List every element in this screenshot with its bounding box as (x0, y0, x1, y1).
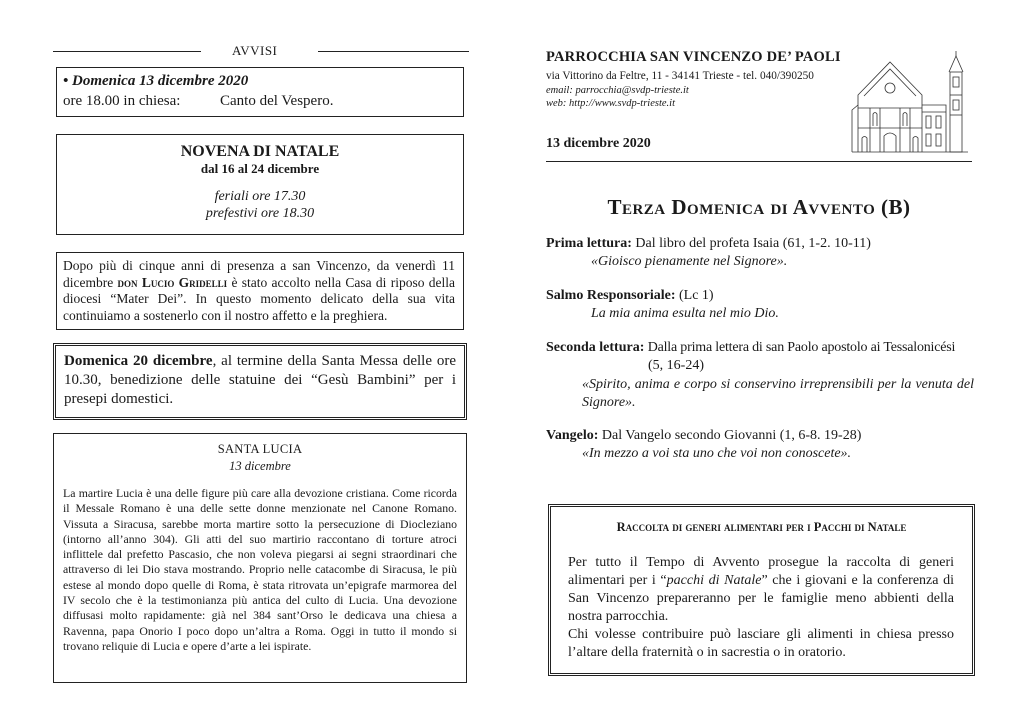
seconda-label: Seconda lettura: (546, 340, 645, 355)
parish-web: web: http://www.svdp-trieste.it (546, 98, 676, 109)
raccolta-title: Raccolta di generi alimentari per i Pacchi di Natale (616, 520, 907, 534)
salmo-label: Salmo Responsoriale: (546, 288, 676, 303)
gridelli-text (63, 258, 455, 324)
parish-name: PARROCCHIA SAN VINCENZO DE’ PAOLI (546, 49, 841, 65)
gridelli-notice-box (56, 252, 464, 330)
blessing-rest: , al termine della Santa Messa delle ore 10.30, benedizione delle statuine dei “Gesù Bambini” per i presepi domestici. (64, 353, 456, 407)
main-title: Terza Domenica di Avvento (B) (607, 195, 911, 219)
avvisi-rule-left (53, 51, 201, 52)
raccolta-p1b: ” che i giovani e la conferenza di San Vincenzo prepareranno per le famiglie meno abbienti della nostra parrocchia. (568, 573, 955, 624)
raccolta-box (548, 504, 975, 676)
vangelo-quote: «In mezzo a voi sta uno che voi non conoscete». (582, 446, 852, 461)
prima-text: Dal libro del profeta Isaia (61, 1-2. 10-11) (631, 236, 871, 251)
blessing-notice-box (53, 343, 467, 420)
avvisi-label: AVVISI (232, 43, 278, 58)
seconda-quote: «Spirito, anima e corpo si conservino irreprensibili per la venuta del Signore». (582, 377, 974, 410)
raccolta-p1i: pacchi di Natale (666, 573, 762, 588)
avvisi-rule-right (318, 51, 469, 52)
seconda-lettura (546, 340, 976, 356)
vespers-time: ore 18.00 in chiesa: (63, 93, 181, 109)
vangelo-label: Vangelo: (546, 428, 599, 443)
prima-lettura (546, 236, 871, 252)
novena-prefestivi: prefestivi ore 18.30 (205, 206, 315, 221)
vangelo (546, 428, 861, 444)
novena-feriali: feriali ore 17.30 (214, 189, 306, 204)
gridelli-name: don Lucio Gridelli (117, 274, 228, 290)
santa-lucia-box (53, 433, 467, 683)
raccolta-paragraph-1 (568, 554, 954, 626)
lucia-title: SANTA LUCIA (217, 442, 303, 456)
seconda-text: Dalla prima lettera di san Paolo apostolo ai Tessalonicési (644, 340, 956, 355)
salmo-text: (Lc 1) (675, 288, 714, 303)
novena-box (56, 134, 464, 235)
novena-title: NOVENA DI NATALE (180, 143, 340, 160)
parish-address: via Vittorino da Feltre, 11 - 34141 Trieste - tel. 040/390250 (546, 70, 814, 82)
gridelli-text-2: è stato accolto nella Casa di riposo della diocesi “Mater Dei”. In questo momento delicato della sua vita continuiamo a sostenerlo con il nostro affetto e la preghiera. (63, 274, 455, 323)
header-divider (546, 161, 972, 162)
vangelo-text: Dal Vangelo secondo Giovanni (1, 6-8. 19-28) (598, 428, 862, 443)
blessing-text (64, 352, 456, 409)
prima-quote: «Gioisco pienamente nel Signore». (591, 254, 788, 269)
church-illustration (850, 50, 972, 158)
blessing-date: Domenica 20 dicembre (64, 353, 213, 369)
vespers-date: • Domenica 13 dicembre 2020 (63, 73, 249, 89)
salmo-quote: La mia anima esulta nel mio Dio. (591, 306, 779, 321)
raccolta-paragraph-2: Chi volesse contribuire può lasciare gli alimenti in chiesa presso l’altare della fraternità o in sacrestia o in oratorio. (568, 627, 954, 660)
seconda-ref: (5, 16-24) (648, 358, 704, 373)
bulletin-date: 13 dicembre 2020 (546, 136, 651, 151)
prima-label: Prima lettura: (546, 236, 632, 251)
vespers-notice-box (56, 67, 464, 117)
gridelli-text-1: Dopo più di cinque anni di presenza a san Vincenzo, da venerdì 11 dicembre (63, 258, 455, 290)
novena-dates: dal 16 al 24 dicembre (200, 161, 320, 176)
vespers-event: Canto del Vespero. (220, 93, 334, 109)
salmo-responsoriale (546, 288, 714, 304)
lucia-text: La martire Lucia è una delle figure più care alla devozione cristiana. Come ricorda il Messale Romano è una delle sette donne menzionate nel Canone Romano. Vissuta a Siracusa, sarebbe morta martire sotto la persecuzione di Diocleziano (intorno all’anno 304). Gli atti del suo martirio raccontano di torture atroci inflittele dal prefetto Pascasio, che non voleva piegarsi ai segni straordinari che attraverso di lei Dio stava mostrando. Proprio nelle catacombe di Siracusa, le più estese al mondo dopo quelle di Roma, è stata ritrovata un’epigrafe marmorea del IV secolo che è la testimonianza più antica del culto di Lucia. Una devozione diffusasi molto rapidamente: già nel 384 sant’Orso le dedicava una chiesa a Ravenna, papa Onorio I poco dopo un’altra a Roma. Oggi in tutto il mondo si trovano reliquie di Lucia e opere d’arte a lei ispirate. (63, 486, 457, 653)
raccolta-p1a: Per tutto il Tempo di Avvento prosegue la raccolta di generi alimentari per i “ (568, 555, 954, 588)
lucia-date: 13 dicembre (229, 459, 291, 473)
parish-email: email: parrocchia@svdp-trieste.it (546, 85, 689, 96)
